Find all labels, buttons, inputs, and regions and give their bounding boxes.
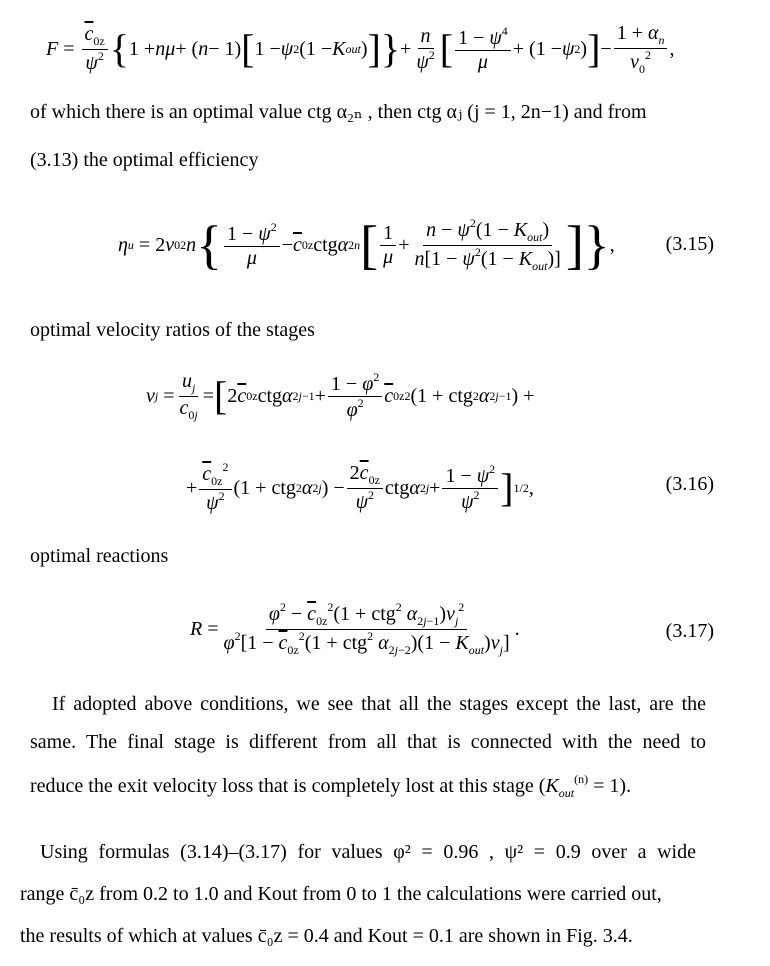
paragraph-4-line-2: same. The final stage is different from all that is connected with the need to xyxy=(30,731,706,753)
equation-f: F = $\frac{\overline{c}_{0z}}{\psi^2}$ { 1 + nμ + ( n − 1) [ 1 − ψ 2 (1 − K out ) ] } + $\frac{n}{\psi^2}$ [ $\frac{1 - \psi^4}{\mu}$ + (1 − ψ 2 ) ] − $\frac{1 + \alpha_n}{v_0^2}$ , xyxy=(46,21,675,76)
equation-3-16-line-1: v j = $\frac{u_j}{c_{0j}}$ = [ 2 $\overline{c}$ 0z ctg α 2j−1 + $\frac{1 - \varphi^2}{\varphi^2}$ $\overline{c}$ 0z 2 (1 + ctg 2 α 2j−1 ) + xyxy=(146,369,535,422)
paragraph-1b: (3.13) the optimal efficiency xyxy=(30,149,259,171)
equation-3-17: R = $\frac{\varphi^2 - \overline{c}_{0z}^2(1 + ctg^2 \alpha_{2j-1})v_j^2}{\varphi^2[1 - \overline{c}_{0z}^2(1 + ctg^2 \alpha_{2j-2})(1 - K_{out})v_j]}$ . xyxy=(190,599,520,657)
equation-3-16-line-2: + $\frac{\overline{c}_{0z}^2}{\psi^2}$ (1 + ctg 2 α 2j ) − $\frac{2\overline{c}_{0z}}{\psi^2}$ ctg α 2j + $\frac{1 - \psi^2}{\psi^2}$ ] 1/2 , xyxy=(186,460,534,514)
paragraph-4-line-1: If adopted above conditions, we see that all the stages except the last, are the xyxy=(52,693,706,715)
equation-number-3-16: (3.16) xyxy=(665,473,714,495)
paragraph-4-line-3: reduce the exit velocity loss that is completely lost at this stage $(K_{out}^{(n)} = 1)$. xyxy=(30,772,632,800)
paragraph-5-line-1: Using formulas (3.14)–(3.17) for values φ² = 0.96 , ψ² = 0.9 over a wide xyxy=(40,841,696,863)
equation-number-3-15: (3.15) xyxy=(665,233,714,255)
paragraph-1: of which there is an optimal value ctg α₂ₙ , then ctg αⱼ (j = 1, 2n−1) and from xyxy=(30,101,647,123)
equation-3-15: η u = 2 v 0 2 n { $\frac{1 - \psi^2}{\mu}$ − $\overline{c}$ 0z ctg α 2n [ $\frac{1}{\mu}$ + $\frac{n - \psi^2(1 - K_{out})}{n[1 - \psi^2(1 - K_{out})]}$ ] } , xyxy=(118,215,615,275)
paragraph-2: optimal velocity ratios of the stages xyxy=(30,319,315,341)
k-out-n-expression: $(K_{out}^{(n)} = 1)$. xyxy=(538,772,632,800)
paragraph-5-line-2: range c̄₀z from 0.2 to 1.0 and Kout from 0 to 1 the calculations were carried out, xyxy=(20,883,662,905)
paragraph-5-line-3: the results of which at values c̄₀z = 0.4 and Kout = 0.1 are shown in Fig. 3.4. xyxy=(20,925,633,947)
paragraph-3: optimal reactions xyxy=(30,545,169,567)
equation-number-3-17: (3.17) xyxy=(665,620,714,642)
